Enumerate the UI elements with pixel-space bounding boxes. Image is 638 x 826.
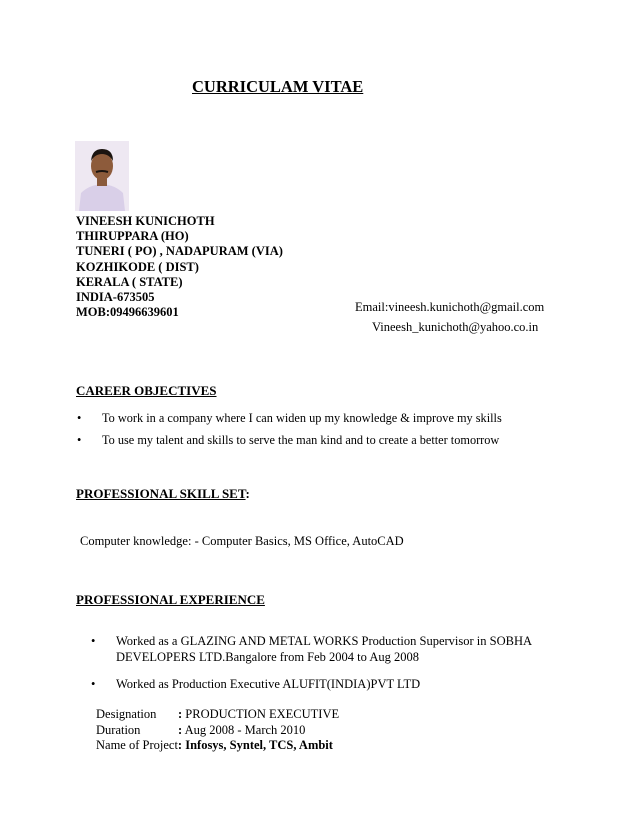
detail-value: PRODUCTION EXECUTIVE <box>185 707 340 721</box>
bullet: • <box>91 634 96 648</box>
experience-text: Worked as Production Executive ALUFIT(INDIA)PVT LTD <box>116 677 421 691</box>
address-line: INDIA-673505 <box>76 290 155 305</box>
experience-text: DEVELOPERS LTD.Bangalore from Feb 2004 to Aug 2008 <box>116 649 419 664</box>
career-objectives-heading: CAREER OBJECTIVES <box>76 383 217 398</box>
page-title: CURRICULAM VITAE <box>192 77 364 96</box>
detail-label: Duration <box>96 722 141 737</box>
candidate-name: VINEESH KUNICHOTH <box>76 214 215 228</box>
contact-block <box>76 214 283 320</box>
experience-text: Worked as a GLAZING AND METAL WORKS Production Supervisor in SOBHA <box>116 634 533 648</box>
objective-text: To use my talent and skills to serve the man kind and to create a better tomorrow <box>102 433 500 447</box>
detail-label: Name of Project <box>96 738 178 752</box>
address-line: KOZHIKODE ( DIST) <box>76 259 199 274</box>
bullet: • <box>77 411 82 425</box>
mobile-number: MOB:09496639601 <box>76 305 179 320</box>
experience-details <box>96 707 339 754</box>
experience-item <box>91 634 533 665</box>
separator: : <box>178 707 183 721</box>
separator: : <box>177 738 183 752</box>
career-objective-item <box>77 433 499 448</box>
objective-text: To work in a company where I can widen up my knowledge & improve my skills <box>102 411 502 425</box>
address-line: TUNERI ( PO) , NADAPURAM (VIA) <box>76 244 283 259</box>
skills-heading-row <box>76 486 250 502</box>
experience-item <box>91 677 421 693</box>
detail-label: Designation <box>96 707 157 721</box>
experience-heading: PROFESSIONAL EXPERIENCE <box>76 592 265 607</box>
address-line: THIRUPPARA (HO) <box>76 229 189 244</box>
detail-row <box>96 707 339 723</box>
separator: : <box>178 722 183 737</box>
profile-photo <box>75 141 129 211</box>
email-secondary: Vineesh_kunichoth@yahoo.co.in <box>372 320 539 334</box>
email-primary: Email:vineesh.kunichoth@gmail.com <box>355 300 545 314</box>
bullet: • <box>77 433 82 447</box>
detail-value: Infosys, Syntel, TCS, Ambit <box>185 738 333 752</box>
skills-text: Computer knowledge: - Computer Basics, MS Office, AutoCAD <box>80 534 404 548</box>
detail-row <box>96 738 339 754</box>
colon: : <box>245 486 250 501</box>
detail-row <box>96 723 339 739</box>
bullet: • <box>91 677 96 691</box>
detail-value: Aug 2008 - March 2010 <box>184 722 306 737</box>
address-line: KERALA ( STATE) <box>76 274 183 289</box>
skills-heading: PROFESSIONAL SKILL SET <box>76 486 246 501</box>
career-objective-item <box>77 411 502 426</box>
